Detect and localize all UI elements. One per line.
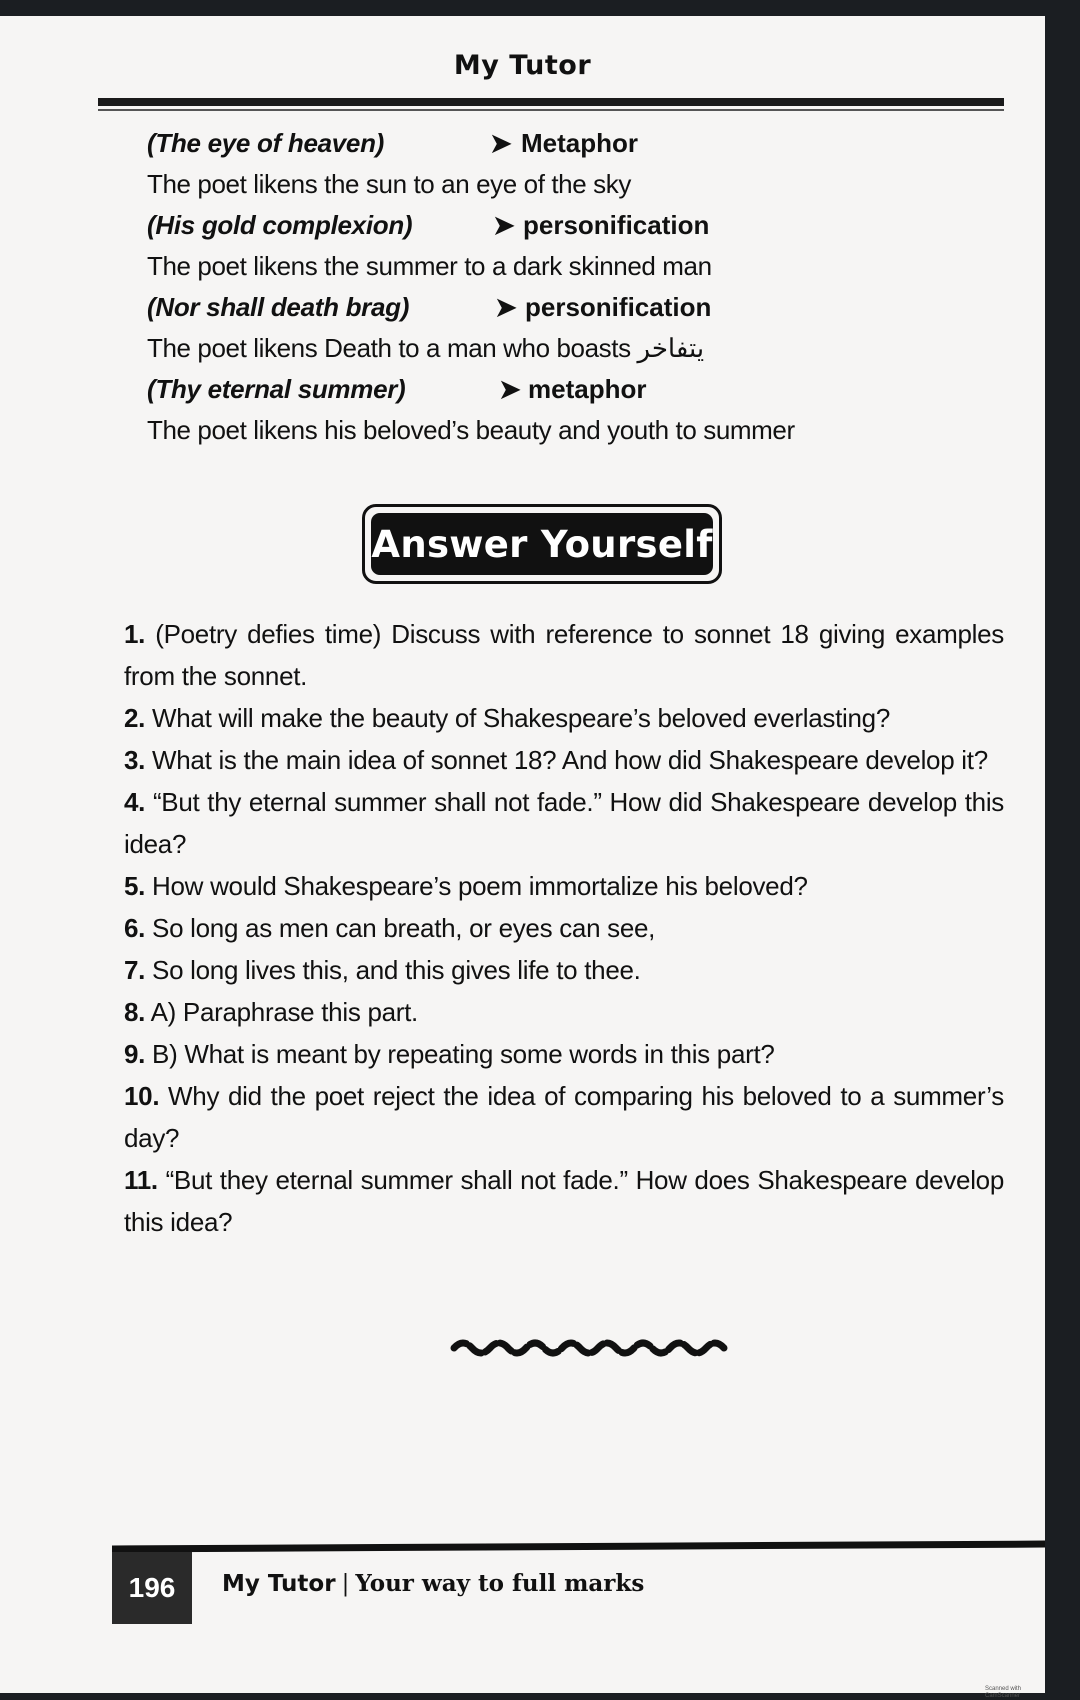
wave-divider-ornament — [450, 1336, 735, 1360]
question-item — [124, 1159, 1004, 1243]
figure-type: personification — [523, 210, 710, 240]
figure-explanation-row — [147, 327, 1007, 368]
arrow-right-icon: ➤ — [499, 374, 521, 404]
question-text: “But they eternal summer shall not fade.” How does Shakespeare develop this idea? — [124, 1165, 1004, 1237]
figure-quote: (Thy eternal summer) — [147, 374, 406, 404]
header-rule — [98, 98, 1004, 106]
page-number: 196 — [112, 1552, 192, 1624]
question-text: A) Paraphrase this part. — [150, 997, 418, 1027]
footer-caption — [222, 1570, 644, 1597]
book-page — [0, 16, 1045, 1699]
question-text: “But thy eternal summer shall not fade.” How did Shakespeare develop this idea? — [124, 787, 1004, 859]
question-item — [124, 613, 1004, 697]
footer-separator: | — [341, 1571, 350, 1597]
question-text: What will make the beauty of Shakespeare’s beloved everlasting? — [152, 703, 890, 733]
question-text: So long as men can breath, or eyes can see, — [152, 913, 656, 943]
questions-list — [124, 613, 1004, 1243]
figure-type: Metaphor — [521, 128, 638, 158]
question-item — [124, 739, 1004, 781]
question-item — [124, 781, 1004, 865]
arrow-right-icon: ➤ — [490, 128, 512, 158]
figure-explanation: The poet likens the sun to an eye of the sky — [147, 169, 631, 199]
question-number: 7. — [124, 955, 146, 985]
question-text: Why did the poet reject the idea of comparing his beloved to a summer’s day? — [124, 1081, 1004, 1153]
footer-rule — [112, 1541, 1045, 1553]
figure-quote: (The eye of heaven) — [147, 128, 385, 158]
footer-tagline: Your way to full marks — [355, 1570, 645, 1597]
question-number: 4. — [124, 787, 146, 817]
figures-of-speech-list — [147, 122, 1007, 450]
question-number: 3. — [124, 745, 146, 775]
question-text: What is the main idea of sonnet 18? And how did Shakespeare develop it? — [152, 745, 988, 775]
question-number: 9. — [124, 1039, 146, 1069]
figure-quote-row — [147, 122, 1007, 163]
question-item — [124, 697, 1004, 739]
figure-quote: (Nor shall death brag) — [147, 292, 410, 322]
figure-type: personification — [525, 292, 712, 322]
question-text: How would Shakespeare’s poem immortalize his beloved? — [152, 871, 808, 901]
figure-quote-row — [147, 204, 1007, 245]
question-item — [124, 907, 1004, 949]
question-number: 6. — [124, 913, 146, 943]
section-badge-frame — [362, 504, 722, 584]
question-item — [124, 1033, 1004, 1075]
question-number: 1. — [124, 619, 146, 649]
question-item — [124, 991, 1004, 1033]
question-number: 8. — [124, 997, 146, 1027]
figure-explanation-row — [147, 245, 1007, 286]
figure-quote: (His gold complexion) — [147, 210, 413, 240]
section-badge: Answer Yourself — [371, 513, 713, 575]
arrow-right-icon: ➤ — [495, 292, 517, 322]
figure-quote-row — [147, 368, 1007, 409]
question-number: 2. — [124, 703, 146, 733]
footer-brand: My Tutor — [222, 1571, 336, 1597]
figure-explanation: The poet likens Death to a man who boasts يتفاخر — [147, 333, 705, 363]
question-text: So long lives this, and this gives life to thee. — [152, 955, 641, 985]
figure-explanation-row — [147, 163, 1007, 204]
scanner-line-2: CamScanner — [985, 1693, 1021, 1699]
question-text: (Poetry defies time) Discuss with reference to sonnet 18 giving examples from the sonnet. — [124, 619, 1004, 691]
figure-type: metaphor — [528, 374, 647, 404]
question-text: B) What is meant by repeating some words in this part? — [152, 1039, 775, 1069]
question-number: 5. — [124, 871, 146, 901]
question-item — [124, 865, 1004, 907]
figure-explanation: The poet likens his beloved’s beauty and youth to summer — [147, 415, 795, 445]
figure-explanation-row — [147, 409, 1007, 450]
header-title: My Tutor — [453, 50, 592, 81]
arrow-right-icon: ➤ — [493, 210, 515, 240]
question-item — [124, 949, 1004, 991]
question-number: 10. — [124, 1081, 160, 1111]
question-number: 11. — [124, 1165, 158, 1195]
header-rule-thin — [98, 109, 1004, 111]
question-item — [124, 1075, 1004, 1159]
scanner-watermark — [985, 1686, 1021, 1700]
scanner-line-1: Scanned with — [985, 1686, 1022, 1692]
figure-explanation: The poet likens the summer to a dark skinned man — [147, 251, 712, 281]
figure-quote-row — [147, 286, 1007, 327]
